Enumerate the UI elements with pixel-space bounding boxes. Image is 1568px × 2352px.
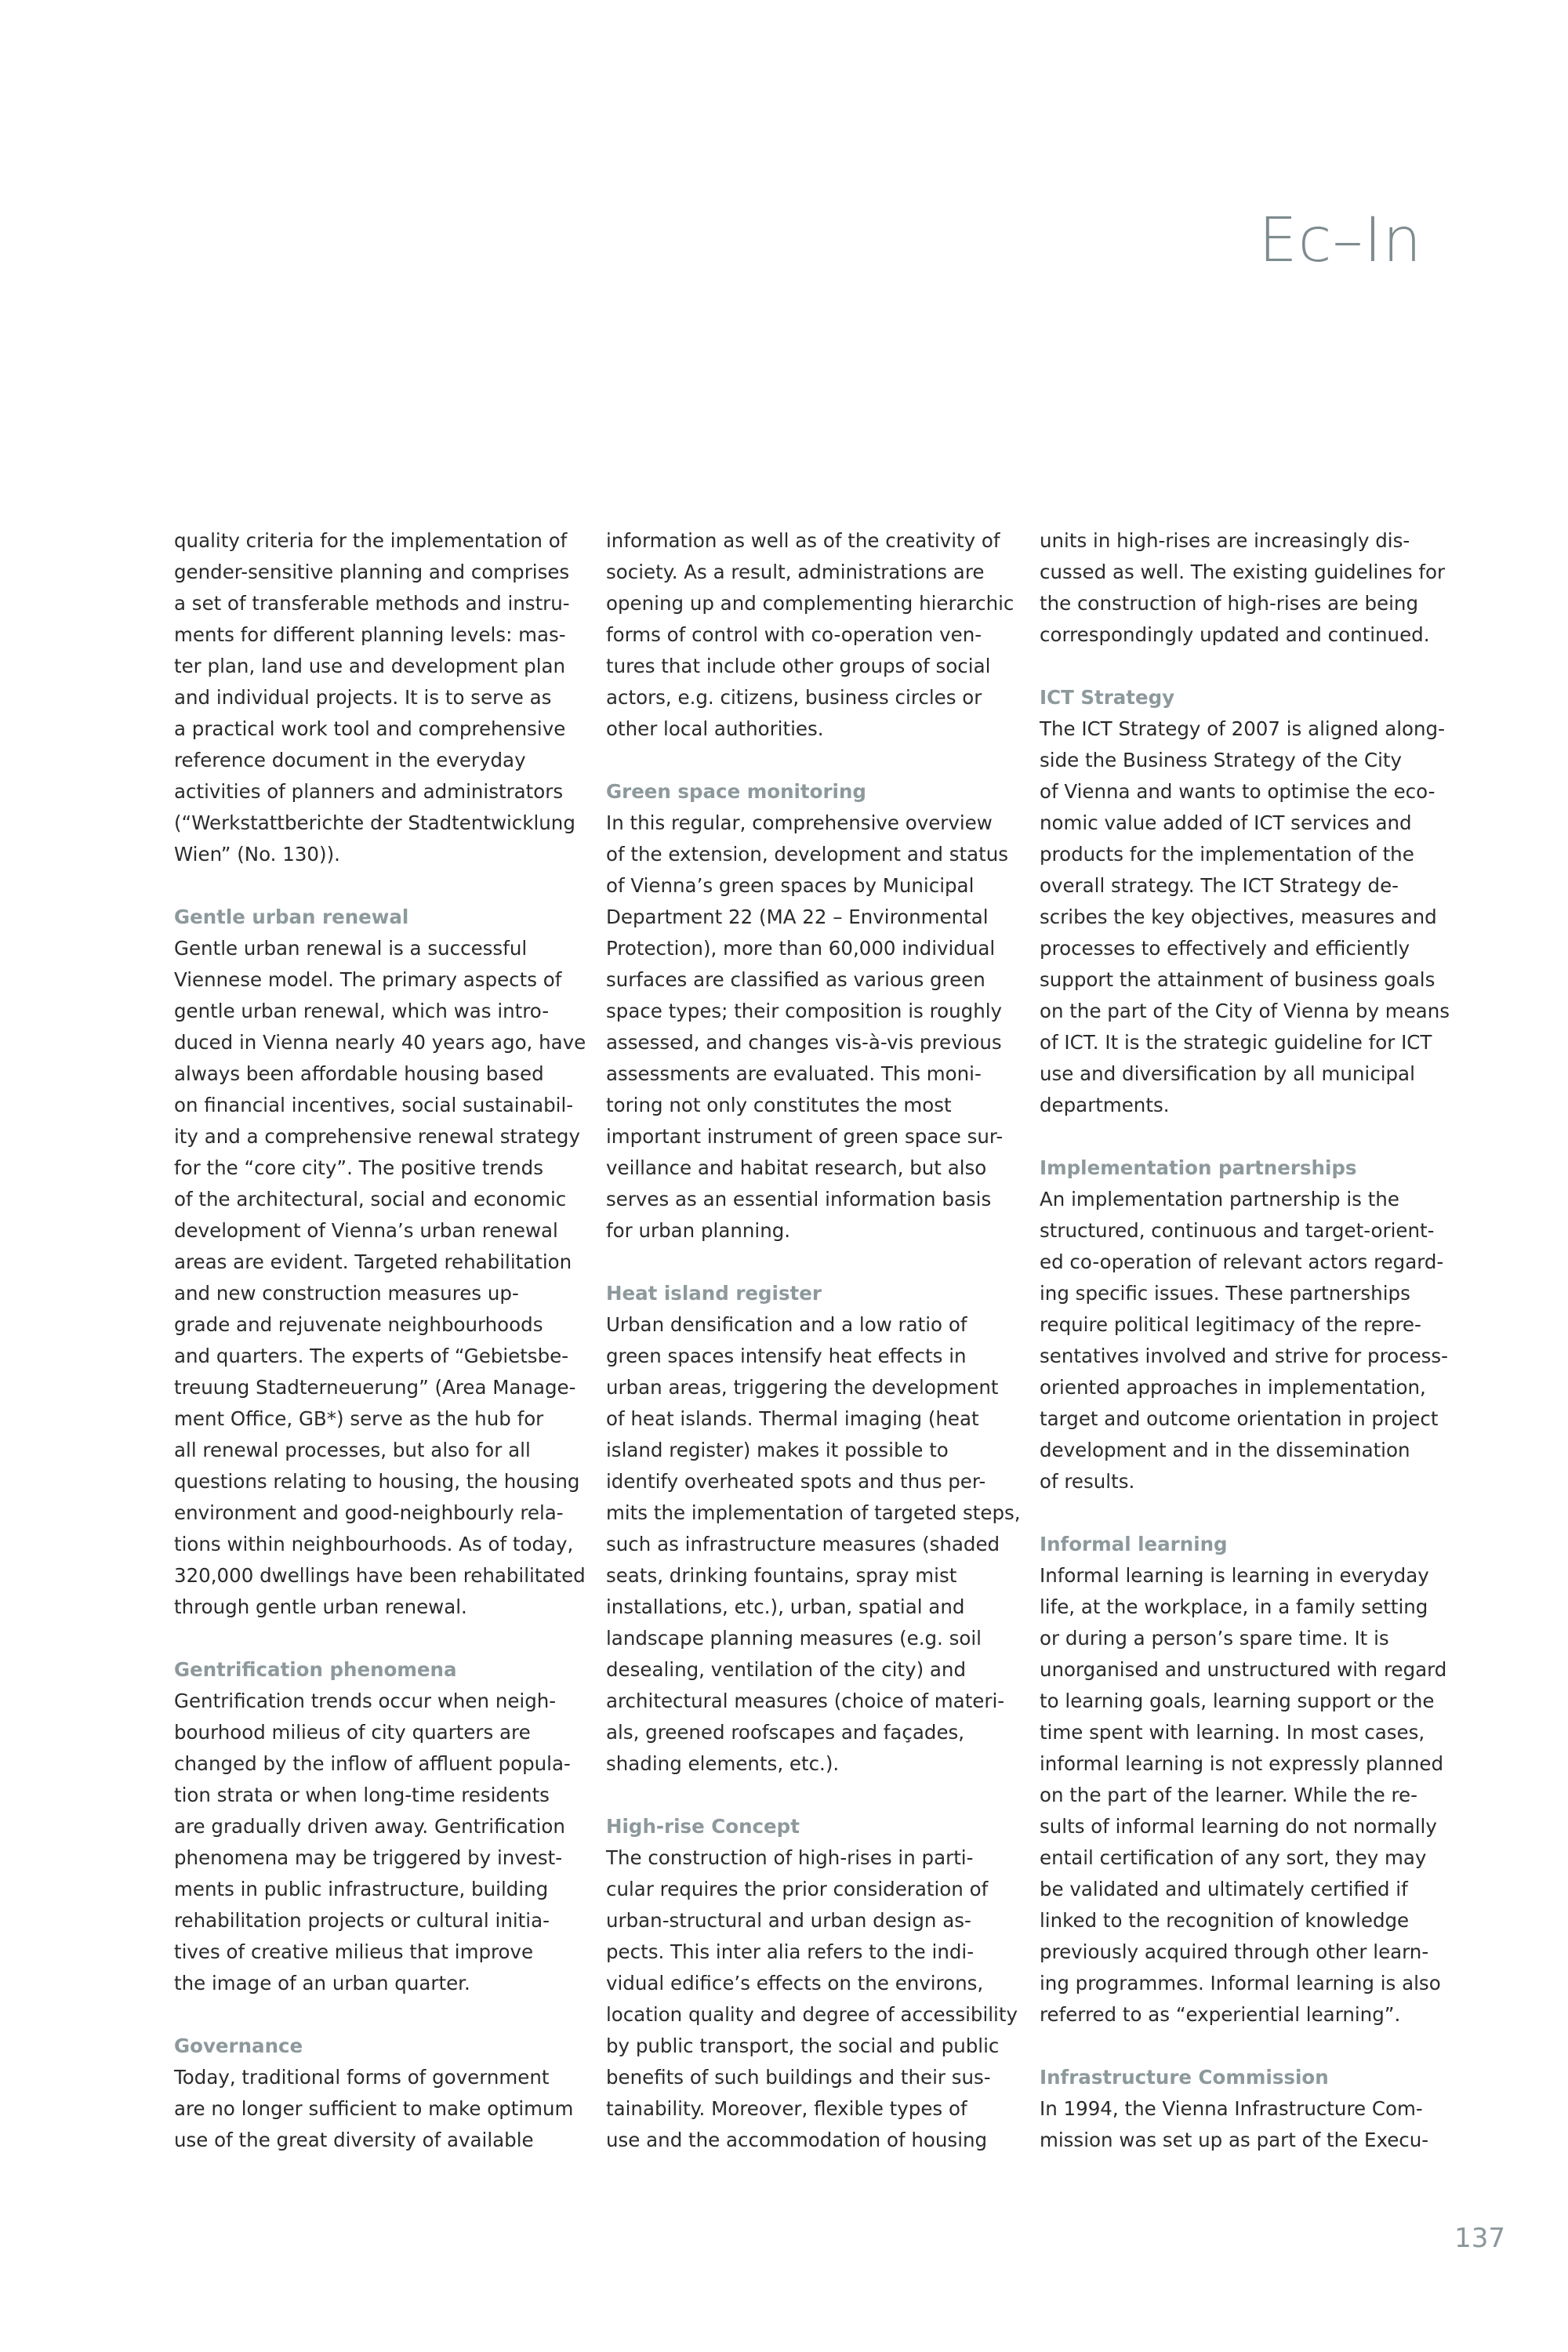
text-line: installations, etc.), urban, spatial and bbox=[606, 1595, 965, 1618]
text-line: products for the implementation of the bbox=[1040, 843, 1414, 866]
text-line: Department 22 (MA 22 – Environmental bbox=[606, 906, 989, 928]
paragraph-gap bbox=[1040, 651, 1447, 682]
section-label: Ec–In bbox=[1258, 205, 1422, 276]
text-line: the construction of high-rises are being bbox=[1040, 592, 1418, 615]
text-line: of Vienna and wants to optimise the eco- bbox=[1040, 780, 1436, 803]
text-line: processes to effectively and efficiently bbox=[1040, 937, 1410, 960]
text-line: Viennese model. The primary aspects of bbox=[174, 968, 562, 991]
text-column-2 bbox=[606, 525, 1021, 2156]
text-line: of Vienna’s green spaces by Municipal bbox=[606, 874, 975, 897]
text-line: phenomena may be triggered by invest- bbox=[174, 1846, 563, 1869]
text-line: other local authorities. bbox=[606, 717, 824, 740]
text-line: use and the accommodation of housing bbox=[606, 2129, 988, 2151]
text-line: structured, continuous and target-orient- bbox=[1040, 1219, 1435, 1242]
text-line: ing specific issues. These partnerships bbox=[1040, 1282, 1410, 1305]
text-line: ing programmes. Informal learning is also bbox=[1040, 1972, 1441, 1994]
text-line: 320,000 dwellings have been rehabilitated bbox=[174, 1564, 586, 1587]
paragraph-gap bbox=[174, 870, 582, 902]
text-line: veillance and habitat research, but also bbox=[606, 1156, 987, 1179]
entry-heading: Gentle urban renewal bbox=[174, 906, 409, 928]
paragraph-gap bbox=[606, 1247, 1014, 1278]
text-line: all renewal processes, but also for all bbox=[174, 1439, 531, 1461]
text-line: The ICT Strategy of 2007 is aligned along- bbox=[1040, 717, 1445, 740]
text-line: time spent with learning. In most cases, bbox=[1040, 1721, 1425, 1744]
text-line: require political legitimacy of the repre- bbox=[1040, 1313, 1421, 1336]
text-line: In 1994, the Vienna Infrastructure Com- bbox=[1040, 2097, 1423, 2120]
text-line: quality criteria for the implementation of bbox=[174, 529, 568, 552]
text-line: tures that include other groups of social bbox=[606, 655, 991, 677]
text-line: treuung Stadterneuerung” (Area Manage- bbox=[174, 1376, 576, 1399]
text-line: urban-structural and urban design as- bbox=[606, 1909, 971, 1932]
text-line: duced in Vienna nearly 40 years ago, have bbox=[174, 1031, 586, 1054]
text-line: of heat islands. Thermal imaging (heat bbox=[606, 1407, 979, 1430]
text-line: Urban densification and a low ratio of bbox=[606, 1313, 967, 1336]
text-line: informal learning is not expressly planned bbox=[1040, 1752, 1444, 1775]
entry-heading: Gentrification phenomena bbox=[174, 1658, 457, 1681]
text-line: benefits of such buildings and their sus- bbox=[606, 2066, 991, 2089]
text-line: society. As a result, administrations are bbox=[606, 561, 985, 583]
text-line: tainability. Moreover, flexible types of bbox=[606, 2097, 967, 2120]
text-line: side the Business Strategy of the City bbox=[1040, 749, 1402, 771]
text-line: island register) makes it possible to bbox=[606, 1439, 949, 1461]
text-line: tions within neighbourhoods. As of today, bbox=[174, 1533, 574, 1555]
text-line: actors, e.g. citizens, business circles or bbox=[606, 686, 982, 709]
text-line: be validated and ultimately certified if bbox=[1040, 1878, 1408, 1900]
text-line: forms of control with co-operation ven- bbox=[606, 623, 982, 646]
text-line: ment Office, GB*) serve as the hub for bbox=[174, 1407, 544, 1430]
text-line: areas are evident. Targeted rehabilitation bbox=[174, 1250, 572, 1273]
text-line: assessments are evaluated. This moni- bbox=[606, 1062, 982, 1085]
text-line: and quarters. The experts of “Gebietsbe- bbox=[174, 1345, 569, 1367]
entry-heading: Heat island register bbox=[606, 1282, 822, 1305]
text-line: overall strategy. The ICT Strategy de- bbox=[1040, 874, 1399, 897]
text-line: development of Vienna’s urban renewal bbox=[174, 1219, 558, 1242]
text-line: shading elements, etc.). bbox=[606, 1752, 840, 1775]
text-line: reference document in the everyday bbox=[174, 749, 526, 771]
text-line: vidual edifice’s effects on the environs, bbox=[606, 1972, 984, 1994]
paragraph-gap bbox=[1040, 1121, 1447, 1152]
text-line: desealing, ventilation of the city) and bbox=[606, 1658, 967, 1681]
text-line: a practical work tool and comprehensive bbox=[174, 717, 566, 740]
entry-heading: Governance bbox=[174, 2034, 303, 2057]
text-line: Protection), more than 60,000 individual bbox=[606, 937, 996, 960]
text-line: are no longer sufficient to make optimum bbox=[174, 2097, 574, 2120]
text-line: to learning goals, learning support or the bbox=[1040, 1690, 1435, 1712]
text-line: questions relating to housing, the housing bbox=[174, 1470, 580, 1493]
text-line: mission was set up as part of the Execu- bbox=[1040, 2129, 1429, 2151]
text-line: grade and rejuvenate neighbourhoods bbox=[174, 1313, 543, 1336]
text-line: on the part of the City of Vienna by means bbox=[1040, 1000, 1450, 1022]
entry-heading: ICT Strategy bbox=[1040, 686, 1175, 709]
text-line: on financial incentives, social sustainabil- bbox=[174, 1094, 574, 1116]
text-line: oriented approaches in implementation, bbox=[1040, 1376, 1426, 1399]
text-line: through gentle urban renewal. bbox=[174, 1595, 467, 1618]
text-line: on the part of the learner. While the re- bbox=[1040, 1784, 1417, 1806]
text-line: location quality and degree of accessibility bbox=[606, 2003, 1018, 2026]
text-line: a set of transferable methods and instru- bbox=[174, 592, 570, 615]
entry-heading: Green space monitoring bbox=[606, 780, 866, 803]
text-line: cular requires the prior consideration of bbox=[606, 1878, 989, 1900]
text-line: use of the great diversity of available bbox=[174, 2129, 534, 2151]
text-line: changed by the inflow of affluent popula- bbox=[174, 1752, 571, 1775]
text-line: activities of planners and administrators bbox=[174, 780, 564, 803]
text-line: development and in the dissemination bbox=[1040, 1439, 1410, 1461]
text-line: serves as an essential information basis bbox=[606, 1188, 992, 1210]
text-line: sentatives involved and strive for process- bbox=[1040, 1345, 1449, 1367]
text-line: such as infrastructure measures (shaded bbox=[606, 1533, 1000, 1555]
paragraph-gap bbox=[1040, 1497, 1447, 1529]
text-line: tion strata or when long-time residents bbox=[174, 1784, 550, 1806]
text-line: information as well as of the creativity of bbox=[606, 529, 1000, 552]
text-line: ed co-operation of relevant actors regard- bbox=[1040, 1250, 1444, 1273]
text-line: assessed, and changes vis-à-vis previous bbox=[606, 1031, 1002, 1054]
text-line: for urban planning. bbox=[606, 1219, 791, 1242]
paragraph-gap bbox=[174, 1623, 582, 1654]
text-line: correspondingly updated and continued. bbox=[1040, 623, 1430, 646]
text-line: scribes the key objectives, measures and bbox=[1040, 906, 1437, 928]
text-line: of ICT. It is the strategic guideline for ICT bbox=[1040, 1031, 1432, 1054]
text-line: gender-sensitive planning and comprises bbox=[174, 561, 570, 583]
text-line: The construction of high-rises in parti- bbox=[606, 1846, 974, 1869]
text-column-1 bbox=[174, 525, 586, 2156]
text-line: environment and good-neighbourly rela- bbox=[174, 1501, 564, 1524]
text-line: sults of informal learning do not normally bbox=[1040, 1815, 1437, 1838]
text-line: gentle urban renewal, which was intro- bbox=[174, 1000, 550, 1022]
text-line: ments for different planning levels: mas- bbox=[174, 623, 566, 646]
text-line: urban areas, triggering the development bbox=[606, 1376, 999, 1399]
text-line: unorganised and unstructured with regard bbox=[1040, 1658, 1447, 1681]
text-line: of results. bbox=[1040, 1470, 1135, 1493]
text-line: Wien” (No. 130)). bbox=[174, 843, 340, 866]
text-line: target and outcome orientation in project bbox=[1040, 1407, 1439, 1430]
text-line: seats, drinking fountains, spray mist bbox=[606, 1564, 957, 1587]
text-line: of the architectural, social and economic bbox=[174, 1188, 567, 1210]
text-line: architectural measures (choice of materi- bbox=[606, 1690, 1005, 1712]
text-line: mits the implementation of targeted steps, bbox=[606, 1501, 1021, 1524]
text-line: tives of creative milieus that improve bbox=[174, 1940, 534, 1963]
entry-heading: Infrastructure Commission bbox=[1040, 2066, 1329, 2089]
entry-heading: Implementation partnerships bbox=[1040, 1156, 1357, 1179]
text-line: life, at the workplace, in a family setting bbox=[1040, 1595, 1428, 1618]
text-line: for the “core city”. The positive trends bbox=[174, 1156, 543, 1179]
text-line: green spaces intensify heat effects in bbox=[606, 1345, 967, 1367]
text-line: referred to as “experiential learning”. bbox=[1040, 2003, 1401, 2026]
text-line: cussed as well. The existing guidelines for bbox=[1040, 561, 1446, 583]
text-line: are gradually driven away. Gentrification bbox=[174, 1815, 565, 1838]
text-line: als, greened roofscapes and façades, bbox=[606, 1721, 965, 1744]
text-line: identify overheated spots and thus per- bbox=[606, 1470, 986, 1493]
paragraph-gap bbox=[606, 745, 1014, 776]
text-line: important instrument of green space sur- bbox=[606, 1125, 1004, 1148]
text-line: rehabilitation projects or cultural initia- bbox=[174, 1909, 550, 1932]
text-line: Gentrification trends occur when neigh- bbox=[174, 1690, 557, 1712]
text-line: toring not only constitutes the most bbox=[606, 1094, 952, 1116]
text-line: Today, traditional forms of government bbox=[174, 2066, 550, 2089]
text-line: entail certification of any sort, they may bbox=[1040, 1846, 1427, 1869]
text-line: bourhood milieus of city quarters are bbox=[174, 1721, 531, 1744]
text-line: the image of an urban quarter. bbox=[174, 1972, 470, 1994]
text-line: ter plan, land use and development plan bbox=[174, 655, 566, 677]
text-line: and individual projects. It is to serve as bbox=[174, 686, 552, 709]
paragraph-gap bbox=[174, 1999, 582, 2031]
text-line: surfaces are classified as various green bbox=[606, 968, 985, 991]
text-line: space types; their composition is roughly bbox=[606, 1000, 1003, 1022]
text-line: linked to the recognition of knowledge bbox=[1040, 1909, 1410, 1932]
text-line: (“Werkstattberichte der Stadtentwicklung bbox=[174, 811, 575, 834]
text-line: by public transport, the social and public bbox=[606, 2034, 1000, 2057]
text-line: ity and a comprehensive renewal strategy bbox=[174, 1125, 580, 1148]
text-line: and new construction measures up- bbox=[174, 1282, 519, 1305]
entry-heading: High-rise Concept bbox=[606, 1815, 800, 1838]
page-number: 137 bbox=[1454, 2223, 1505, 2254]
text-line: always been affordable housing based bbox=[174, 1062, 544, 1085]
text-line: ments in public infrastructure, building bbox=[174, 1878, 549, 1900]
text-line: departments. bbox=[1040, 1094, 1170, 1116]
text-line: An implementation partnership is the bbox=[1040, 1188, 1399, 1210]
text-column-3 bbox=[1040, 525, 1450, 2156]
text-line: previously acquired through other learn- bbox=[1040, 1940, 1429, 1963]
paragraph-gap bbox=[1040, 2031, 1447, 2062]
paragraph-gap bbox=[606, 1780, 1014, 1811]
text-line: nomic value added of ICT services and bbox=[1040, 811, 1412, 834]
text-line: units in high-rises are increasingly dis- bbox=[1040, 529, 1410, 552]
text-line: or during a person’s spare time. It is bbox=[1040, 1627, 1389, 1650]
text-line: use and diversification by all municipal bbox=[1040, 1062, 1415, 1085]
text-line: pects. This inter alia refers to the indi- bbox=[606, 1940, 975, 1963]
text-line: In this regular, comprehensive overview bbox=[606, 811, 993, 834]
text-line: Informal learning is learning in everyday bbox=[1040, 1564, 1429, 1587]
text-line: opening up and complementing hierarchic bbox=[606, 592, 1014, 615]
text-line: of the extension, development and status bbox=[606, 843, 1008, 866]
text-line: Gentle urban renewal is a successful bbox=[174, 937, 528, 960]
entry-heading: Informal learning bbox=[1040, 1533, 1228, 1555]
text-line: support the attainment of business goals bbox=[1040, 968, 1436, 991]
text-line: landscape planning measures (e.g. soil bbox=[606, 1627, 982, 1650]
